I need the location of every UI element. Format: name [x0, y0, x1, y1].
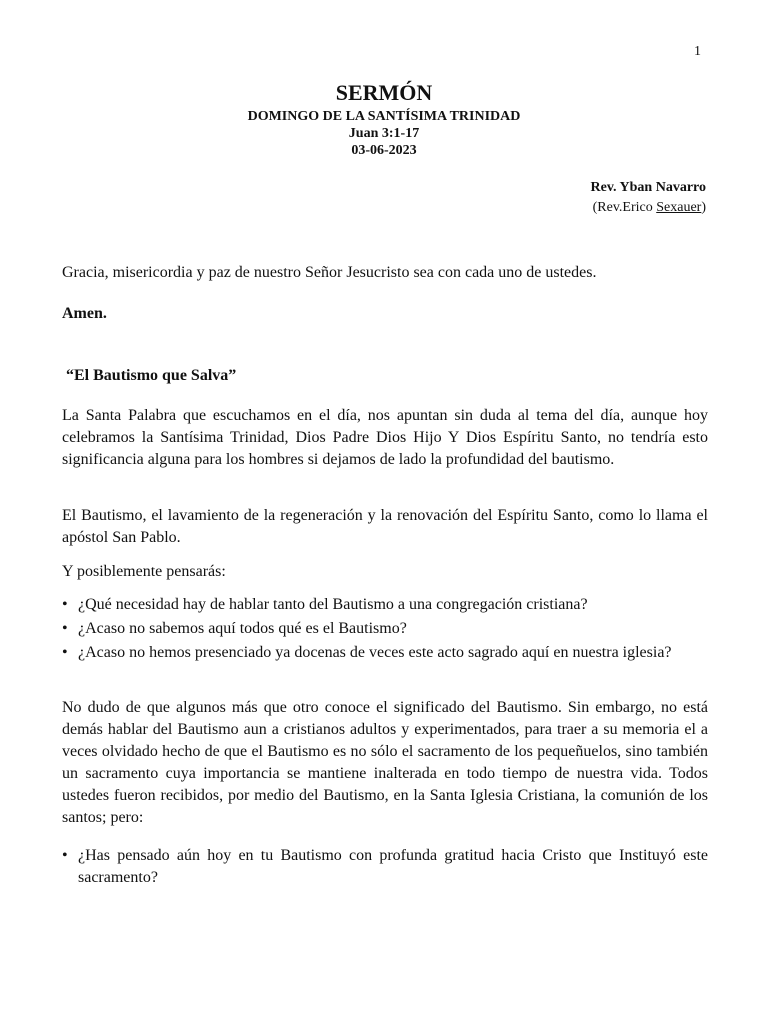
page-title: SERMÓN [335, 80, 433, 105]
page-number: 1 [694, 44, 701, 59]
amen: Amen. [62, 305, 107, 322]
sermon-date: 03-06-2023 [351, 143, 417, 158]
final-question-list [62, 845, 708, 889]
occasion-heading: DOMINGO DE LA SANTÍSIMA TRINIDAD [247, 109, 521, 124]
paragraph-3: Y posiblemente pensarás: [62, 563, 226, 580]
list-item: • ¿Has pensado aún hoy en tu Bautismo con profunda gratitud hacia Cristo que Instituyó este sacramento? [62, 847, 708, 886]
author-secondary-surname: Sexauer [656, 200, 702, 215]
author-secondary [591, 198, 707, 218]
title-block [0, 80, 768, 159]
bullet-icon: • [62, 847, 68, 864]
author-secondary-suffix: ) [701, 200, 706, 215]
author-secondary-prefix: (Rev.Erico [592, 200, 657, 215]
bullet-icon: • [62, 596, 68, 613]
author-name: Rev. Yban Navarro [590, 180, 706, 195]
sermon-title: “El Bautismo que Salva” [66, 367, 237, 384]
greeting: Gracia, misericordia y paz de nuestro Señor Jesucristo sea con cada uno de ustedes. [62, 264, 597, 281]
paragraph-4: No dudo de que algunos más que otro conoce el significado del Bautismo. Sin embargo, no está demás hablar del Bautismo aun a cristianos adultos y experimentados, para traer a su memoria el a veces olvidado hecho de que el Bautismo es no sólo el sacramento de los pequeñuelos, sino también un sacramento cuya importancia se mantiene inalterada en todo tiempo de nuestra vida. Todos ustedes fueron recibidos, por medio del Bautismo, en la Santa Iglesia Cristiana, la comunión de los santos; pero: [62, 699, 708, 826]
paragraph-2: El Bautismo, el lavamiento de la regeneración y la renovación del Espíritu Santo, como lo llama el apóstol San Pablo. [62, 507, 708, 546]
list-item: • ¿Acaso no hemos presenciado ya docenas de veces este acto sagrado aquí en nuestra iglesia? [62, 642, 708, 664]
question-list [62, 594, 708, 664]
scripture-reference: Juan 3:1-17 [348, 126, 420, 141]
paragraph-1: La Santa Palabra que escuchamos en el día, nos apuntan sin duda al tema del día, aunque hoy celebramos la Santísima Trinidad, Dios Padre Dios Hijo Y Dios Espíritu Santo, no tendría esto significancia alguna para los hombres si dejamos de lado la profundidad del bautismo. [62, 407, 708, 468]
bullet-icon: • [62, 644, 68, 661]
list-item: • ¿Qué necesidad hay de hablar tanto del Bautismo a una congregación cristiana? [62, 594, 708, 616]
list-item: • ¿Acaso no sabemos aquí todos qué es el Bautismo? [62, 618, 708, 640]
author-block [591, 178, 707, 218]
bullet-icon: • [62, 620, 68, 637]
